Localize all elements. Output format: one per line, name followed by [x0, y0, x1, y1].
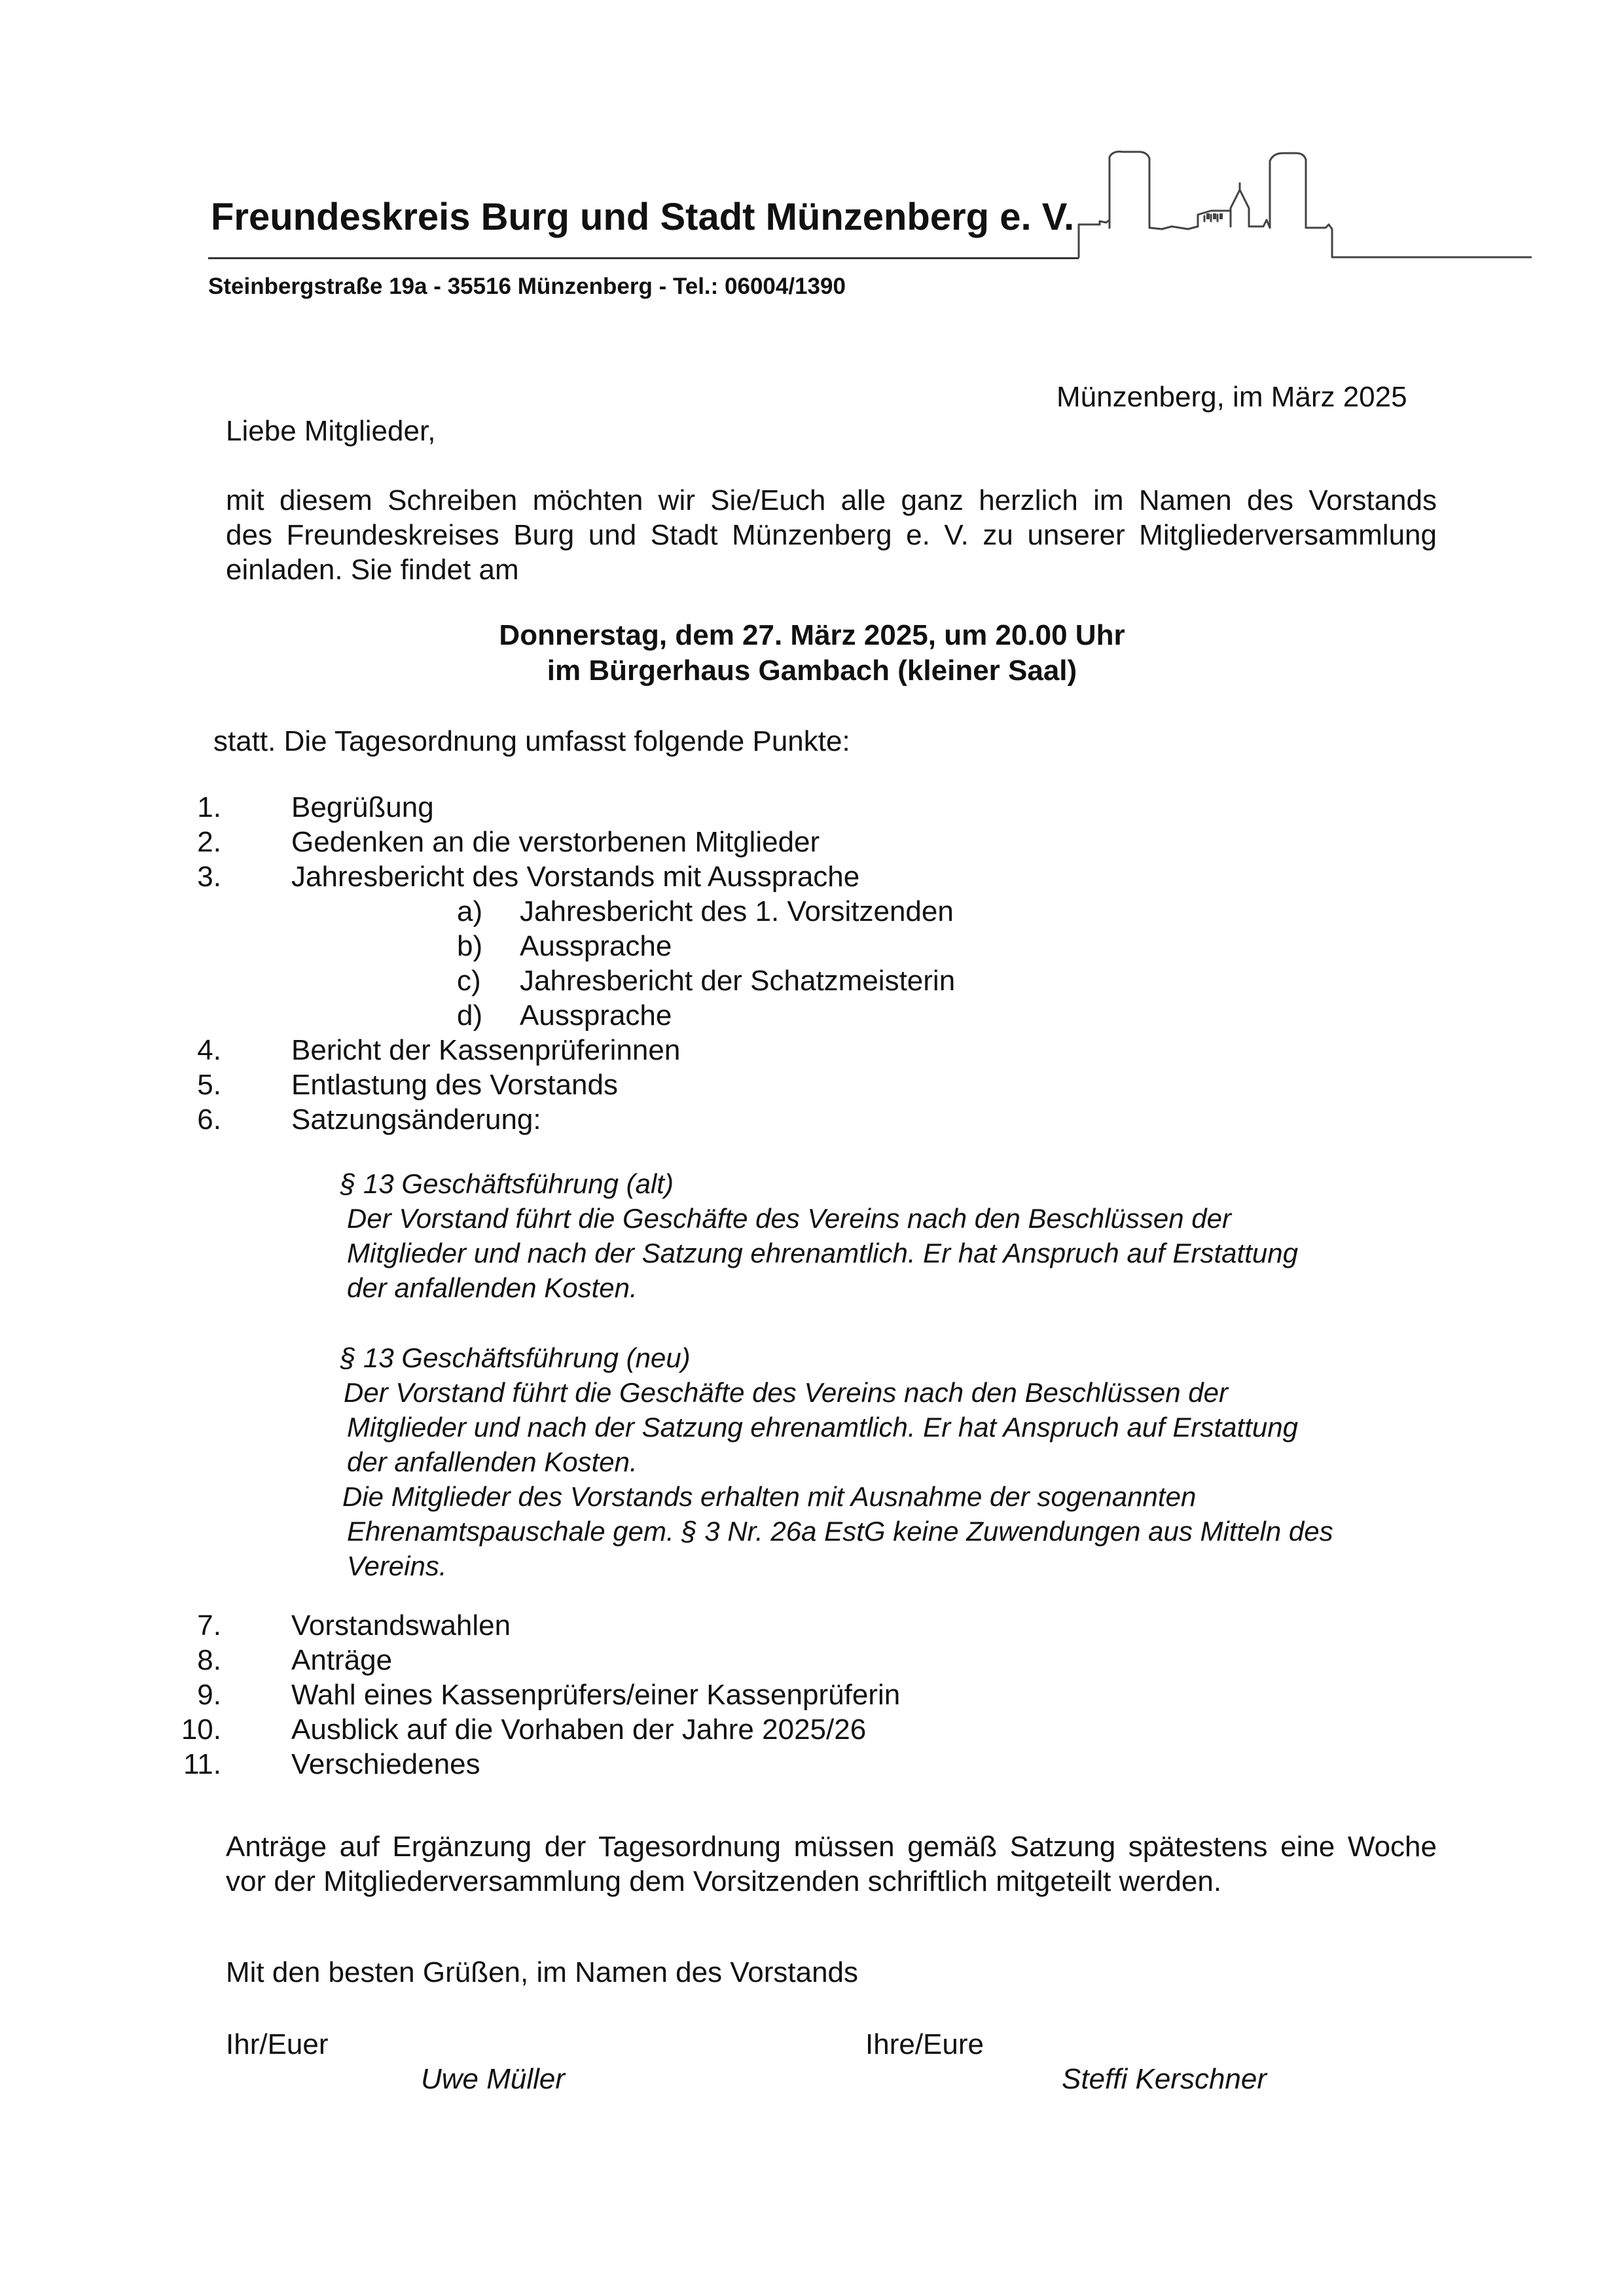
agenda-item-number: 10. — [181, 1713, 221, 1746]
statute-new-addition-line: Vereins. — [347, 1551, 447, 1581]
statute-old-line: Der Vorstand führt die Geschäfte des Vereins nach den Beschlüssen der — [347, 1203, 1231, 1234]
intro-line: des Freundeskreises Burg und Stadt Münzenberg e. V. zu unserer Mitgliederversammlung — [226, 519, 1437, 551]
statute-new-addition-line: Die Mitglieder des Vorstands erhalten mit Ausnahme der sogenannten — [342, 1481, 1197, 1512]
closing-line: vor der Mitgliederversammlung dem Vorsitzenden schriftlich mitgeteilt werden. — [226, 1865, 1222, 1897]
letterhead-rule — [208, 257, 1079, 259]
meeting-date: Donnerstag, dem 27. März 2025, um 20.00 Uhr — [499, 619, 1125, 651]
agenda-subitem-label: Jahresbericht des 1. Vorsitzenden — [520, 895, 954, 927]
agenda-item-number: 7. — [197, 1609, 221, 1641]
statute-new-line: Mitglieder und nach der Satzung ehrenamtlich. Er hat Anspruch auf Erstattung — [347, 1412, 1298, 1443]
agenda-subitem-letter: b) — [457, 930, 483, 962]
statute-new-line: Der Vorstand führt die Geschäfte des Vereins nach den Beschlüssen der — [344, 1377, 1228, 1408]
signature-label-right: Ihre/Eure — [865, 2028, 984, 2060]
agenda-item-number: 4. — [197, 1034, 221, 1066]
agenda-subitem-label: Jahresbericht der Schatzmeisterin — [520, 965, 956, 997]
agenda-subitem-letter: d) — [457, 999, 483, 1031]
agenda-item-label: Gedenken an die verstorbenen Mitglieder — [291, 826, 820, 858]
castle-skyline-logo-icon — [1074, 143, 1532, 267]
agenda-item-number: 3. — [197, 861, 221, 893]
statute-new — [340, 1340, 1333, 1583]
place-date: Münzenberg, im März 2025 — [1056, 381, 1407, 413]
statute-new-addition-line: Ehrenamtspauschale gem. § 3 Nr. 26a EstG keine Zuwendungen aus Mitteln des — [347, 1516, 1333, 1547]
agenda-subitem-label: Aussprache — [520, 930, 672, 962]
closing-paragraph — [226, 1829, 1437, 1899]
agenda-item-label: Anträge — [291, 1644, 393, 1676]
agenda-item-number: 9. — [197, 1679, 221, 1711]
agenda-item-label: Jahresbericht des Vorstands mit Aussprache — [291, 861, 860, 893]
agenda-item-label: Begrüßung — [291, 791, 434, 823]
statute-old — [340, 1166, 1298, 1305]
intro-line: mit diesem Schreiben möchten wir Sie/Euch alle ganz herzlich im Namen des Vorstands — [226, 484, 1437, 516]
agenda-subitem-label: Aussprache — [520, 999, 672, 1031]
meeting-location: im Bürgerhaus Gambach (kleiner Saal) — [547, 655, 1077, 687]
closing-line: Anträge auf Ergänzung der Tagesordnung müssen gemäß Satzung spätestens eine Woche — [226, 1831, 1437, 1863]
meeting-details — [0, 618, 1624, 689]
statute-new-line: der anfallenden Kosten. — [347, 1446, 638, 1477]
signatory-left: Uwe Müller — [421, 2063, 566, 2095]
greeting: Liebe Mitglieder, — [226, 415, 436, 447]
agenda-item-label: Wahl eines Kassenprüfers/einer Kassenprüferin — [291, 1679, 901, 1711]
intro-paragraph — [226, 483, 1437, 587]
agenda-item-number: 2. — [197, 826, 221, 858]
statute-new-heading: § 13 Geschäftsführung (neu) — [340, 1342, 691, 1373]
organization-address: Steinbergstraße 19a - 35516 Münzenberg - Tel.: 06004/1390 — [208, 274, 846, 299]
agenda-subitem-letter: c) — [457, 965, 481, 997]
agenda-intro: statt. Die Tagesordnung umfasst folgende Punkte: — [213, 725, 850, 757]
agenda-item-label: Vorstandswahlen — [291, 1609, 511, 1641]
agenda-item-number: 1. — [197, 791, 221, 823]
regards: Mit den besten Grüßen, im Namen des Vorstands — [226, 1956, 859, 1988]
signatory-right: Steffi Kerschner — [1062, 2063, 1267, 2095]
statute-old-line: Mitglieder und nach der Satzung ehrenamtlich. Er hat Anspruch auf Erstattung — [347, 1238, 1298, 1268]
agenda-item-number: 6. — [197, 1103, 221, 1136]
agenda-item-number: 11. — [183, 1748, 221, 1780]
agenda-item-label: Entlastung des Vorstands — [291, 1069, 618, 1101]
signature-label-left: Ihr/Euer — [226, 2028, 329, 2060]
agenda-item-label: Bericht der Kassenprüferinnen — [291, 1034, 681, 1066]
agenda-item-number: 5. — [197, 1069, 221, 1101]
agenda-subitem-letter: a) — [457, 895, 483, 927]
organization-name: Freundeskreis Burg und Stadt Münzenberg e. V. — [211, 196, 1075, 238]
statute-old-heading: § 13 Geschäftsführung (alt) — [340, 1168, 674, 1199]
statute-old-line: der anfallenden Kosten. — [347, 1272, 638, 1303]
intro-line: einladen. Sie findet am — [226, 554, 519, 586]
agenda-item-number: 8. — [197, 1644, 221, 1676]
agenda-item-label: Ausblick auf die Vorhaben der Jahre 2025/26 — [291, 1713, 867, 1746]
agenda-item-label: Verschiedenes — [291, 1748, 480, 1780]
agenda-item-label: Satzungsänderung: — [291, 1103, 541, 1136]
